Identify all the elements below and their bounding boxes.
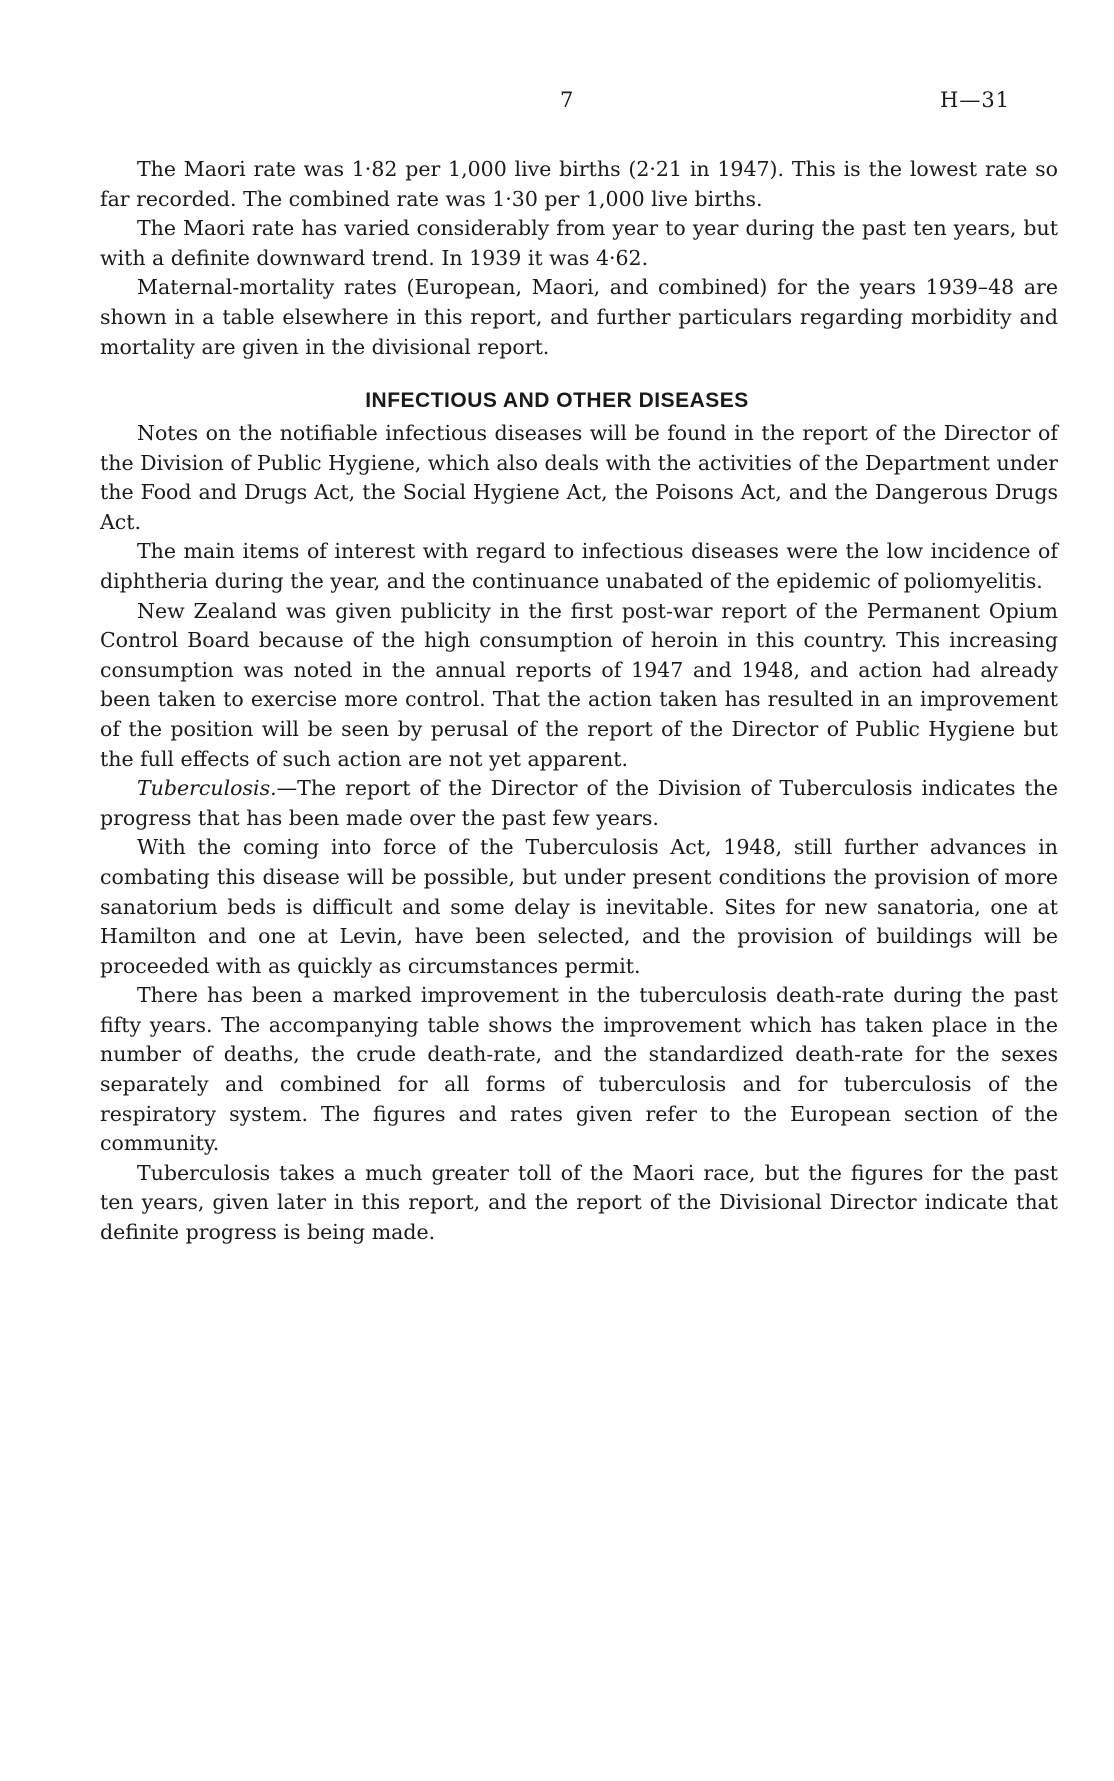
paragraph-tuberculosis [100,774,1058,833]
intro-text [100,155,1058,362]
page-number: 7 [560,88,574,112]
section-heading: INFECTIOUS AND OTHER DISEASES [365,389,749,412]
page-header [0,88,1114,118]
paragraph: Notes on the notifiable infectious diseases will be found in the report of the Director of the Division of Public Hygiene, which also deals with the activities of the Department under the Food and Drugs Act, the Social Hygiene Act, the Poisons Act, and the Dangerous Drugs Act. [100,421,1058,534]
paragraph: With the coming into force of the Tuberculosis Act, 1948, still further advances in combating this disease will be possible, but under present conditions the provision of more sanatorium beds is difficult and some delay is inevitable. Sites for new sanatoria, one at Hamilton and one at Levin, have been selected, and the provision of buildings will be proceeded with as quickly as circumstances permit. [100,835,1058,978]
paragraph: The Maori rate was 1·82 per 1,000 live births (2·21 in 1947). This is the lowest rate so far recorded. The combined rate was 1·30 per 1,000 live births. [100,157,1058,211]
runin-heading: Tuberculosis. [137,776,277,801]
paragraph-text: —The report of the Director of the Division of Tuberculosis indicates the progress that has been made over the past few years. [100,776,1058,830]
paragraph: The main items of interest with regard to infectious diseases were the low incidence of diphtheria during the year, and the continuance unabated of the epidemic of poliomyelitis. [100,539,1058,593]
paragraph: Maternal-mortality rates (European, Maori, and combined) for the years 1939–48 are shown in a table elsewhere in this report, and further particulars regarding morbidity and mortality are given in the divisional report. [100,275,1058,359]
page-reference: H—31 [940,88,1011,112]
paragraph: Tuberculosis takes a much greater toll of the Maori race, but the figures for the past ten years, given later in this report, and the report of the Divisional Director indicate that definite progress is being made. [100,1160,1058,1245]
paragraph: New Zealand was given publicity in the first post-war report of the Permanent Opium Control Board because of the high consumption of heroin in this country. This increasing consumption was noted in the annual reports of 1947 and 1948, and action had already been taken to exercise more control. That the action taken has resulted in an improvement of the position will be seen by perusal of the report of the Director of Public Hygiene but the full effects of such action are not yet apparent. [100,598,1058,771]
paragraph: There has been a marked improvement in the tuberculosis death-rate during the past fifty years. The accompanying table shows the improvement which has taken place in the number of deaths, the crude death-rate, and the standardized death-rate for the sexes separately and combined for all forms of tuberculosis and for tuberculosis of the respiratory system. The figures and rates given refer to the European section of the community. [100,983,1058,1156]
paragraph: The Maori rate has varied considerably from year to year during the past ten years, but with a definite downward trend. In 1939 it was 4·62. [100,216,1058,270]
section-text [100,419,1058,1248]
